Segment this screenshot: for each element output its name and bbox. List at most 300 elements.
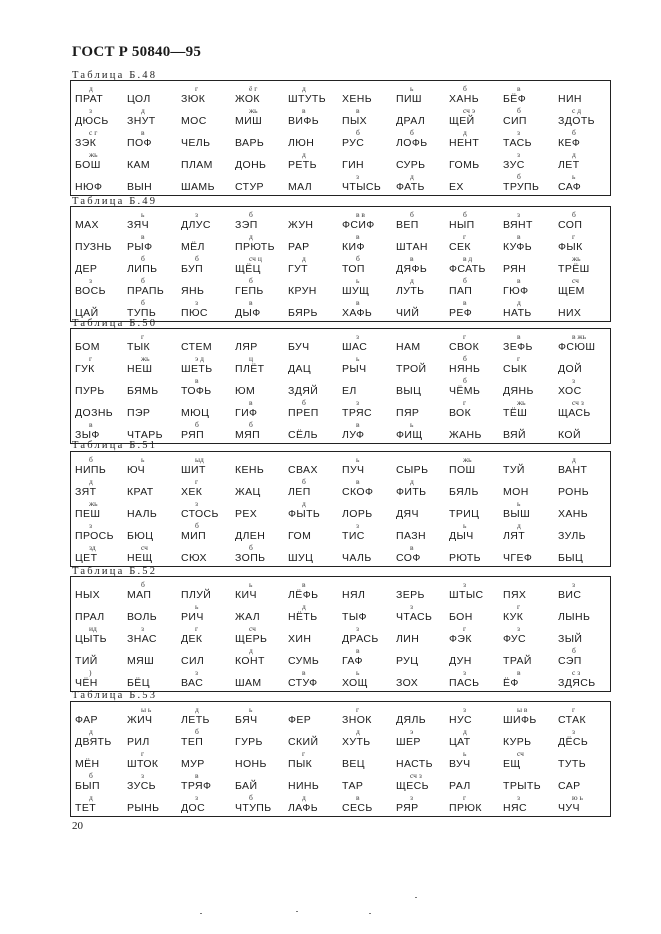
phonetic-mark: в (517, 84, 521, 93)
syllable-word: РЕТЬ (288, 159, 317, 171)
table-cell (75, 85, 129, 107)
table-cell (558, 173, 612, 195)
syllable-word: НИНЬ (288, 780, 320, 792)
syllable-word: ГУК (75, 363, 95, 375)
syllable-word: КЕФ (558, 137, 581, 149)
table-cell (396, 233, 450, 255)
table-cell (396, 500, 450, 522)
syllable-word: ФЫТЬ (288, 508, 321, 520)
syllable-word: ПЫХ (342, 115, 368, 127)
table-cell (449, 151, 503, 173)
syllable-word: МЮЦ (181, 407, 210, 419)
syllable-word: БЫП (75, 780, 100, 792)
table-caption: Таблица Б.48 (72, 70, 158, 81)
phonetic-mark: б (517, 106, 521, 115)
table-cell (342, 772, 396, 794)
phonetic-mark: з (572, 727, 575, 736)
table-cell (396, 544, 450, 566)
table-cell (396, 173, 450, 195)
table-cell (558, 355, 612, 377)
phonetic-mark: б (572, 128, 576, 137)
syllable-word: ТРЁШ (558, 263, 590, 275)
table-cell (75, 669, 129, 691)
phonetic-mark: з (195, 499, 198, 508)
syllable-word: НЫХ (75, 589, 101, 601)
phonetic-mark: д (572, 150, 576, 159)
syllable-word: ЧТУПЬ (235, 802, 272, 814)
phonetic-mark: з (463, 705, 466, 714)
syllable-word: ЕЛ (342, 385, 357, 397)
syllable-table (70, 701, 611, 817)
syllable-word: ФУС (503, 633, 526, 645)
syllable-word: ХАНЬ (558, 508, 589, 520)
syllable-word: ЧЁН (75, 677, 98, 689)
table-cell (558, 377, 612, 399)
table-cell (503, 750, 557, 772)
phonetic-mark: д (302, 602, 306, 611)
table-cell (503, 772, 557, 794)
table-cell (127, 456, 181, 478)
phonetic-mark: б (410, 128, 414, 137)
syllable-word: ДЫЧ (449, 530, 474, 542)
syllable-word: МЯП (235, 429, 261, 441)
table-cell (558, 706, 612, 728)
syllable-word: ПОФ (127, 137, 152, 149)
table-cell (127, 794, 181, 816)
table-cell (396, 750, 450, 772)
phonetic-mark: д (89, 477, 93, 486)
syllable-word: ШАМЬ (181, 181, 215, 193)
phonetic-mark: б (141, 298, 145, 307)
table-cell (449, 85, 503, 107)
syllable-word: ПАЗН (396, 530, 426, 542)
syllable-word: ДЮСЬ (75, 115, 109, 127)
syllable-word: ЗЕФЬ (503, 341, 533, 353)
table-caption: Таблица Б.49 (72, 196, 158, 207)
phonetic-mark: з (89, 106, 92, 115)
table-cell (503, 421, 557, 443)
table-cell (342, 478, 396, 500)
syllable-word: ДЯНЬ (503, 385, 534, 397)
syllable-word: ДУН (449, 655, 472, 667)
syllable-word: НЮФ (75, 181, 103, 193)
syllable-word: ВАС (181, 677, 204, 689)
table-cell (288, 421, 342, 443)
syllable-word: СОФ (396, 552, 421, 564)
phonetic-mark: д (572, 455, 576, 464)
syllable-word: НИН (558, 93, 582, 105)
phonetic-mark: г (356, 705, 360, 714)
phonetic-mark: ид (89, 624, 97, 633)
table-cell (449, 728, 503, 750)
syllable-word: НУС (449, 714, 473, 726)
phonetic-mark: з (89, 521, 92, 530)
table-cell (75, 522, 129, 544)
table-cell (342, 625, 396, 647)
table-cell (558, 581, 612, 603)
phonetic-mark: б (463, 354, 467, 363)
phonetic-mark: б (463, 376, 467, 385)
table-cell (181, 581, 235, 603)
table-cell (558, 233, 612, 255)
table-cell (449, 377, 503, 399)
syllable-word: КИЧ (235, 589, 257, 601)
syllable-word: ВЕЦ (342, 758, 365, 770)
phonetic-mark: б (463, 84, 467, 93)
table-row (71, 500, 610, 522)
phonetic-mark: ь (410, 84, 414, 93)
table-cell (449, 500, 503, 522)
table-row (71, 794, 610, 816)
syllable-word: ФЕР (288, 714, 312, 726)
phonetic-mark: д (517, 521, 521, 530)
table-cell (342, 581, 396, 603)
table-cell (288, 399, 342, 421)
phonetic-mark: ь (356, 668, 360, 677)
table-cell (288, 750, 342, 772)
syllable-word: ПЯР (396, 407, 420, 419)
syllable-word: ДРАЛ (396, 115, 426, 127)
table-cell (181, 333, 235, 355)
syllable-word: ШЕТЬ (181, 363, 213, 375)
table-cell (449, 399, 503, 421)
syllable-word: ЮЧ (127, 464, 146, 476)
syllable-word: ТОП (342, 263, 365, 275)
phonetic-mark: в (356, 646, 360, 655)
phonetic-mark: в (356, 793, 360, 802)
table-cell (449, 544, 503, 566)
table-row (71, 173, 610, 195)
syllable-word: ТАСЬ (503, 137, 532, 149)
syllable-word: НЫП (449, 219, 475, 231)
table-cell (288, 299, 342, 321)
table-cell (75, 728, 129, 750)
phonetic-mark: в (356, 298, 360, 307)
table-cell (288, 669, 342, 691)
syllable-word: ЗЫФ (75, 429, 100, 441)
syllable-word: ЧИЙ (396, 307, 420, 319)
phonetic-mark: в (410, 543, 414, 552)
table-cell (449, 211, 503, 233)
table-cell (558, 211, 612, 233)
syllable-word: ФСИФ (342, 219, 375, 231)
phonetic-mark: з (572, 376, 575, 385)
syllable-word: ЮМ (235, 385, 256, 397)
syllable-word: ТУТЬ (558, 758, 586, 770)
syllable-word: ПЮС (181, 307, 208, 319)
table-cell (235, 277, 289, 299)
phonetic-mark: в (410, 254, 414, 263)
phonetic-mark: сч э (463, 106, 476, 115)
phonetic-mark: э д (195, 354, 204, 363)
syllable-word: ВЫШ (503, 508, 531, 520)
table-cell (288, 211, 342, 233)
syllable-word: КУРЬ (503, 736, 532, 748)
table-cell (396, 377, 450, 399)
syllable-word: ДЫФ (235, 307, 261, 319)
phonetic-mark: ь (141, 455, 145, 464)
table-cell (181, 421, 235, 443)
table-cell (342, 377, 396, 399)
table-cell (558, 255, 612, 277)
syllable-word: РАЛ (449, 780, 471, 792)
table-row (71, 129, 610, 151)
table-cell (181, 355, 235, 377)
table-cell (449, 625, 503, 647)
table-cell (75, 233, 129, 255)
syllable-word: САФ (558, 181, 582, 193)
syllable-word: ПРАПЬ (127, 285, 165, 297)
syllable-word: ЛЕП (288, 486, 311, 498)
syllable-word: НЯНЬ (449, 363, 481, 375)
table-cell (235, 173, 289, 195)
syllable-word: ЛЕТЬ (181, 714, 210, 726)
syllable-word: ХАНЬ (449, 93, 480, 105)
syllable-word: РЯП (181, 429, 205, 441)
table-cell (558, 151, 612, 173)
syllable-word: ЗУСЬ (127, 780, 156, 792)
phonetic-mark: сч з (572, 398, 584, 407)
phonetic-mark: в (356, 420, 360, 429)
table-row (71, 522, 610, 544)
phonetic-mark: д (410, 172, 414, 181)
table-cell (127, 151, 181, 173)
table-cell (288, 728, 342, 750)
phonetic-mark: ь (517, 499, 521, 508)
syllable-word: ХОЩ (342, 677, 368, 689)
table-cell (396, 603, 450, 625)
table-cell (342, 299, 396, 321)
table-cell (181, 377, 235, 399)
phonetic-mark: д (302, 499, 306, 508)
syllable-word: ЯНЬ (181, 285, 205, 297)
phonetic-mark: б (249, 276, 253, 285)
table-cell (181, 233, 235, 255)
table-cell (503, 85, 557, 107)
syllable-word: СВОК (449, 341, 480, 353)
table-cell (235, 478, 289, 500)
syllable-word: ВАНТ (558, 464, 588, 476)
syllable-word: СКОФ (342, 486, 374, 498)
syllable-word: ЧГЕФ (503, 552, 533, 564)
table-cell (396, 581, 450, 603)
syllable-word: ВЫЦ (396, 385, 422, 397)
syllable-word: ДОНЬ (235, 159, 267, 171)
phonetic-mark: жь (517, 398, 526, 407)
phonetic-mark: сч ц (249, 254, 262, 263)
syllable-word: ЛАФЬ (288, 802, 319, 814)
syllable-word: ЖАНЬ (449, 429, 482, 441)
syllable-word: ВЫН (127, 181, 153, 193)
table-cell (396, 129, 450, 151)
table-cell (181, 107, 235, 129)
table-cell (235, 399, 289, 421)
syllable-word: КРАТ (127, 486, 154, 498)
table-cell (342, 456, 396, 478)
table-cell (288, 129, 342, 151)
table-cell (127, 233, 181, 255)
syllable-word: ДЛУС (181, 219, 211, 231)
phonetic-mark: д (517, 298, 521, 307)
syllable-word: НАСТЬ (396, 758, 433, 770)
phonetic-mark: з (463, 580, 466, 589)
table-cell (75, 794, 129, 816)
table-cell (558, 500, 612, 522)
syllable-word: ПУЧ (342, 464, 365, 476)
syllable-word: ШУЩ (342, 285, 370, 297)
table-row (71, 399, 610, 421)
phonetic-mark: жь (249, 106, 258, 115)
phonetic-mark: б (141, 276, 145, 285)
syllable-word: ЗОПЬ (235, 552, 266, 564)
syllable-word: РЮТЬ (449, 552, 481, 564)
table-cell (235, 377, 289, 399)
syllable-word: ТЫК (127, 341, 151, 353)
phonetic-mark: з (89, 276, 92, 285)
table-cell (235, 421, 289, 443)
syllable-word: ГИН (342, 159, 365, 171)
phonetic-mark: з (410, 602, 413, 611)
table-cell (127, 333, 181, 355)
syllable-word: БАЙ (235, 780, 258, 792)
phonetic-mark: в (302, 668, 306, 677)
phonetic-mark: з (517, 210, 520, 219)
syllable-word: ЗДЯСЬ (558, 677, 596, 689)
phonetic-mark: ) (89, 668, 92, 677)
syllable-word: СЭП (558, 655, 582, 667)
table-cell (127, 500, 181, 522)
phonetic-mark: з (356, 332, 359, 341)
phonetic-mark: г (195, 477, 199, 486)
phonetic-mark: з (463, 668, 466, 677)
phonetic-mark: с д (572, 106, 582, 115)
syllable-word: ГОМ (288, 530, 312, 542)
table-cell (235, 581, 289, 603)
phonetic-mark: в (302, 580, 306, 589)
syllable-word: ХАФЬ (342, 307, 373, 319)
syllable-word: СТУР (235, 181, 264, 193)
scan-speck (415, 897, 417, 898)
phonetic-mark: ё г (249, 84, 258, 93)
phonetic-mark: г (572, 705, 576, 714)
phonetic-mark: в жь (572, 332, 587, 341)
table-cell (288, 151, 342, 173)
phonetic-mark: в (517, 332, 521, 341)
syllable-word: ЕЩ (503, 758, 521, 770)
table-cell (288, 456, 342, 478)
table-cell (342, 706, 396, 728)
table-cell (396, 107, 450, 129)
table-cell (503, 107, 557, 129)
syllable-word: ЗЕРЬ (396, 589, 425, 601)
syllable-word: БЯЛЬ (449, 486, 479, 498)
syllable-word: ТЁШ (503, 407, 528, 419)
table-cell (342, 355, 396, 377)
phonetic-mark: г (141, 332, 145, 341)
syllable-word: ДЕК (181, 633, 203, 645)
table-cell (396, 478, 450, 500)
syllable-word: МОС (181, 115, 207, 127)
table-cell (181, 669, 235, 691)
table-cell (342, 794, 396, 816)
syllable-word: РЯН (503, 263, 527, 275)
syllable-word: ХЕК (181, 486, 203, 498)
syllable-word: ТРЯС (342, 407, 372, 419)
table-cell (449, 581, 503, 603)
table-cell (75, 173, 129, 195)
syllable-word: ЗЭП (235, 219, 258, 231)
table-cell (342, 544, 396, 566)
syllable-word: НИХ (558, 307, 582, 319)
table-cell (127, 255, 181, 277)
document-header: ГОСТ Р 50840—95 (72, 44, 202, 60)
table-cell (558, 129, 612, 151)
syllable-word: ПРОСЬ (75, 530, 114, 542)
table-cell (75, 750, 129, 772)
syllable-word: ВОК (449, 407, 472, 419)
table-row (71, 211, 610, 233)
syllable-word: ТУЙ (503, 464, 525, 476)
syllable-word: ДЛЕН (235, 530, 266, 542)
phonetic-mark: д (141, 106, 145, 115)
phonetic-mark: ыд (195, 455, 204, 464)
table-cell (449, 107, 503, 129)
syllable-word: ЖУН (288, 219, 314, 231)
table-cell (127, 85, 181, 107)
phonetic-mark: в (89, 420, 93, 429)
table-row (71, 333, 610, 355)
syllable-word: ТИС (342, 530, 365, 542)
syllable-word: ЧТЫСЬ (342, 181, 382, 193)
table-cell (396, 647, 450, 669)
syllable-word: ТЕТ (75, 802, 97, 814)
table-cell (75, 544, 129, 566)
syllable-word: БОМ (75, 341, 100, 353)
syllable-word: СЕСЬ (342, 802, 373, 814)
table-row (71, 603, 610, 625)
syllable-word: ХИН (288, 633, 312, 645)
phonetic-mark: в (195, 376, 199, 385)
table-cell (127, 129, 181, 151)
phonetic-mark: б (249, 793, 253, 802)
syllable-word: ЛУТЬ (396, 285, 425, 297)
table-cell (342, 669, 396, 691)
syllable-word: ЗЫЙ (558, 633, 583, 645)
table-cell (503, 173, 557, 195)
syllable-word: КЕНЬ (235, 464, 265, 476)
phonetic-mark: д (89, 793, 93, 802)
phonetic-mark: д (410, 477, 414, 486)
phonetic-mark: в (302, 106, 306, 115)
table-cell (181, 750, 235, 772)
syllable-word: ПЛАМ (181, 159, 213, 171)
syllable-word: ЧТАСЬ (396, 611, 433, 623)
syllable-word: КАМ (127, 159, 151, 171)
table-cell (181, 706, 235, 728)
table-cell (181, 647, 235, 669)
syllable-word: СУМЬ (288, 655, 320, 667)
syllable-word: СОП (558, 219, 583, 231)
table-cell (558, 299, 612, 321)
table-cell (235, 151, 289, 173)
phonetic-mark: ь (249, 580, 253, 589)
syllable-word: ШАМ (235, 677, 262, 689)
syllable-word: ХОС (558, 385, 582, 397)
syllable-word: ТОФЬ (181, 385, 212, 397)
syllable-word: ФИЩ (396, 429, 423, 441)
table-cell (127, 669, 181, 691)
syllable-word: БЯМЬ (127, 385, 159, 397)
